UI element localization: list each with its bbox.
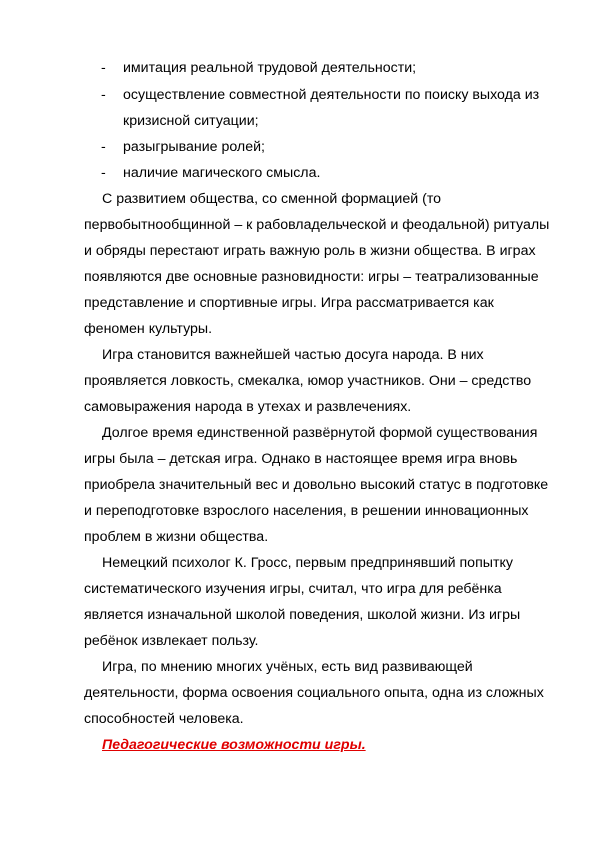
bullet-text: разыгрывание ролей; xyxy=(123,139,265,155)
paragraph-line: и переподготовке взрослого населения, в решении инновационных xyxy=(84,503,529,519)
bullet-text: наличие магического смысла. xyxy=(123,165,321,181)
bullet-text: кризисной ситуации; xyxy=(123,113,259,129)
paragraph-line: самовыражения народа в утехах и развлечениях. xyxy=(84,399,412,415)
section-heading: Педагогические возможности игры. xyxy=(102,737,366,753)
paragraph-line: представление и спортивные игры. Игра рассматривается как xyxy=(84,295,494,311)
bullet-dash: - xyxy=(101,139,106,155)
paragraph-line: приобрела значительный вес и довольно высокий статус в подготовке xyxy=(84,477,549,493)
paragraph-line: феномен культуры. xyxy=(84,321,213,337)
paragraph-line: проявляется ловкость, смекалка, юмор участников. Они – средство xyxy=(84,373,532,389)
bullet-dash: - xyxy=(101,60,106,76)
bullet-dash: - xyxy=(101,165,106,181)
paragraph-line: первобытнообщинной – к рабовладельческой и феодальной) ритуалы xyxy=(84,217,550,233)
paragraph-line: систематического изучения игры, считал, что игра для ребёнка xyxy=(84,581,502,597)
paragraph-line: появляются две основные разновидности: игры – театрализованные xyxy=(84,269,539,285)
paragraph-line: способностей человека. xyxy=(84,711,244,727)
bullet-text: имитация реальной трудовой деятельности; xyxy=(123,60,417,76)
paragraph-line: является изначальной школой поведения, школой жизни. Из игры xyxy=(84,607,521,623)
paragraph-line: ребёнок извлекает пользу. xyxy=(84,633,259,649)
paragraph-line: игры была – детская игра. Однако в настоящее время игра вновь xyxy=(84,451,518,467)
paragraph-line: Немецкий психолог К. Гросс, первым предпринявший попытку xyxy=(102,555,513,571)
paragraph-line: проблем в жизни общества. xyxy=(84,529,269,545)
paragraph-line: Игра становится важнейшей частью досуга народа. В них xyxy=(102,347,484,363)
paragraph-line: Игра, по мнению многих учёных, есть вид развивающей xyxy=(102,659,473,675)
paragraph-line: деятельности, форма освоения социального опыта, одна из сложных xyxy=(84,685,544,701)
paragraph-line: и обряды перестают играть важную роль в жизни общества. В играх xyxy=(84,243,536,259)
paragraph-line: Долгое время единственной развёрнутой формой существования xyxy=(102,425,538,441)
paragraph-line: С развитием общества, со сменной формацией (то xyxy=(102,191,442,207)
bullet-dash: - xyxy=(101,87,106,103)
bullet-text: осуществление совместной деятельности по поиску выхода из xyxy=(123,87,540,103)
